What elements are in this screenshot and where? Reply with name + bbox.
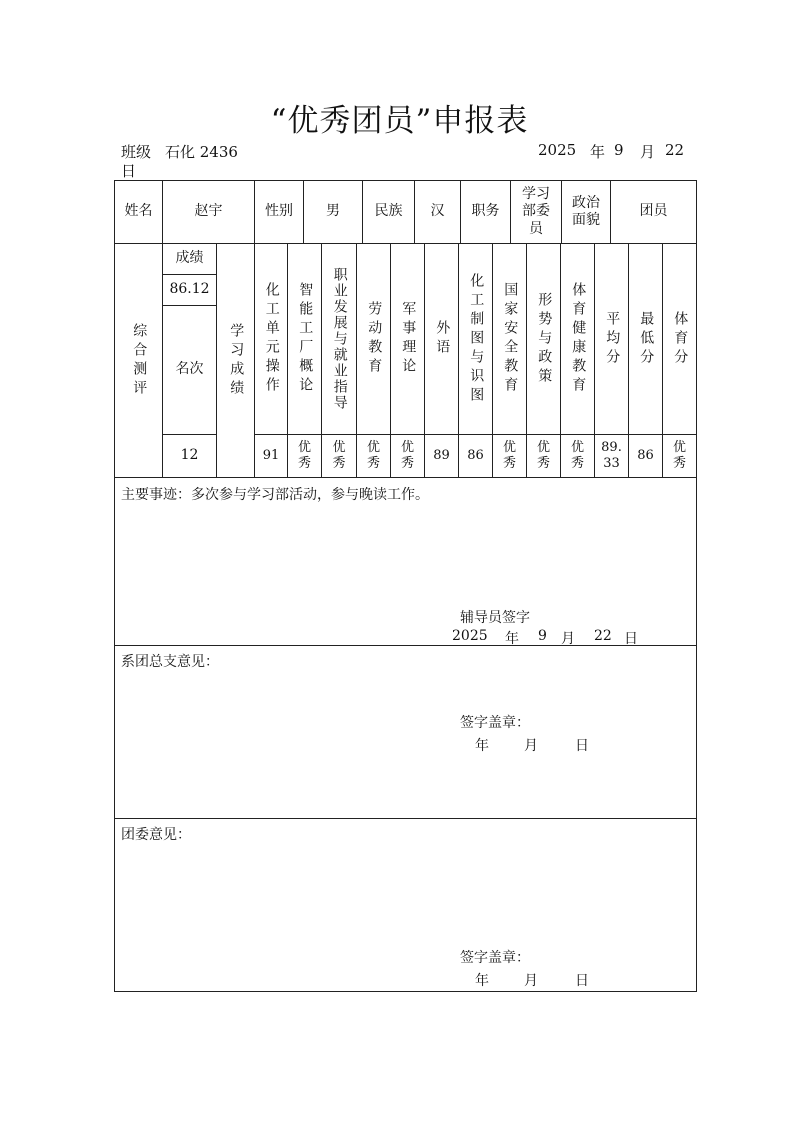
league-date-day-unit: 日 [575,973,589,989]
deeds-date-year: 2025 [452,628,488,644]
name-value: 赵宇 [194,203,223,220]
league-sign-label: 签字盖章： [460,950,530,966]
name-label: 姓名 [124,203,153,220]
political-value: 团员 [639,203,668,220]
position-label: 职务 [471,203,500,220]
header-year-unit: 年 [590,143,606,161]
dept-opinion-label: 系团总支意见： [121,654,219,670]
course-name: 智能工厂概论 [297,282,314,396]
dept-date-day-unit: 日 [575,738,589,754]
position-value: 学习 部委 员 [522,185,550,237]
class-label: 班级 [121,143,152,161]
evaluation-section-label: 综合测评 [131,322,148,399]
header-day: 22 [665,141,685,159]
course-name: 外语 [434,320,451,358]
course-name: 劳动教育 [366,301,383,377]
course-value: 优秀 [332,439,346,471]
counselor-signature-label: 辅导员签字 [460,610,530,626]
gender-label: 性别 [265,203,293,220]
rank-label: 名次 [175,361,204,378]
study-score-label: 学习成绩 [228,322,245,399]
course-name: 化工单元操作 [263,282,280,396]
score-label: 成绩 [175,250,204,267]
course-value: 优秀 [536,439,550,471]
course-value: 89 [433,447,450,463]
dept-sign-label: 签字盖章： [460,715,530,731]
header-day-unit: 日 [121,162,137,180]
gender-value: 男 [326,203,340,220]
league-date-month-unit: 月 [524,973,538,989]
course-value: 优秀 [672,439,686,471]
course-name: 体育健康教育 [570,282,587,396]
course-value: 89. 33 [601,439,622,471]
header-month-unit: 月 [640,143,656,161]
course-value: 优秀 [502,439,516,471]
course-value: 优秀 [366,439,380,471]
deeds-date-month: 9 [538,628,547,644]
page-title: “优秀团员”申报表 [270,103,529,139]
rank-value: 12 [180,447,199,464]
dept-date-month-unit: 月 [524,738,538,754]
league-date-year-unit: 年 [475,973,489,989]
course-value: 86 [637,447,654,463]
course-value: 优秀 [297,439,311,471]
course-name: 最低分 [638,310,655,368]
ethnicity-value: 汉 [430,203,445,220]
class-value: 石化 2436 [165,143,238,161]
league-opinion-label: 团委意见： [121,827,191,843]
course-value: 86 [467,447,484,463]
header-month: 9 [614,141,624,159]
course-value: 优秀 [400,439,414,471]
course-name: 化工制图与识图 [468,272,485,406]
score-value: 86.12 [169,281,210,298]
course-name: 形势与政策 [536,291,553,387]
course-name: 国家安全教育 [502,282,519,396]
deeds-date-month-unit: 月 [561,631,575,647]
course-name: 体育分 [672,310,689,368]
dept-date-year-unit: 年 [475,738,489,754]
course-name: 职业发展与就业指导 [331,267,348,411]
header-year: 2025 [538,141,577,159]
course-name: 平均分 [604,310,621,368]
ethnicity-label: 民族 [374,203,403,220]
political-label: 政治 面貌 [572,194,600,228]
deeds-date-day: 22 [594,628,612,644]
deeds-date-day-unit: 日 [624,631,638,647]
deeds-date-year-unit: 年 [505,631,519,647]
course-value: 91 [262,447,280,463]
deeds-text: 主要事迹：多次参与学习部活动，参与晚读工作。 [121,487,429,503]
course-value: 优秀 [570,439,584,471]
course-name: 军事理论 [400,301,417,377]
